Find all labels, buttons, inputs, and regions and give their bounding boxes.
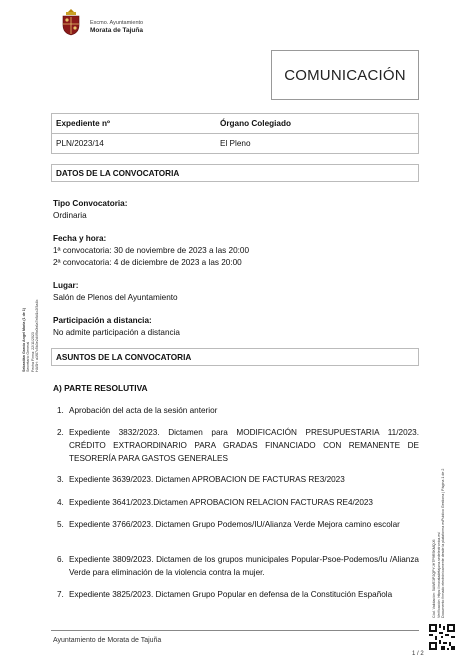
side-signature-line: HASH: a1f87c5b3e2d4f9c0b6a7e8d1c2f3a4b bbox=[35, 300, 40, 373]
expediente-table bbox=[51, 113, 419, 154]
list-item bbox=[57, 553, 419, 579]
table-row bbox=[52, 134, 418, 153]
item-number: 4. bbox=[57, 498, 64, 507]
expediente-header: Expediente nº bbox=[56, 119, 110, 128]
parte-resolutiva-heading: A) PARTE RESOLUTIVA bbox=[53, 383, 148, 393]
item-text: Expediente 3825/2023. Dictamen Grupo Popular en defensa de la Constitución Española bbox=[69, 590, 393, 599]
page-number: 1 / 2 bbox=[412, 651, 424, 657]
organo-value: El Pleno bbox=[220, 139, 251, 148]
list-item bbox=[57, 588, 419, 601]
list-item bbox=[57, 426, 419, 465]
item-number: 2. bbox=[57, 428, 64, 437]
fecha-line-2: 2ª convocatoria: 4 de diciembre de 2023 a las 20:00 bbox=[53, 258, 242, 267]
item-text: Expediente 3809/2023. Dictamen de los grupos municipales Popular-Psoe-Podemos/Iu /Alianza Verde para eliminación de la violencia contra la mujer. bbox=[69, 555, 419, 577]
footer-organization: Ayuntamiento de Morata de Tajuña bbox=[53, 637, 162, 644]
org-superscript: Excmo. Ayuntamiento bbox=[90, 20, 144, 26]
document-title-text: COMUNICACIÓN bbox=[284, 66, 406, 84]
participacion-value: No admite participación a distancia bbox=[53, 328, 180, 337]
side-verification-stamp bbox=[432, 418, 462, 618]
list-item bbox=[57, 473, 419, 486]
side-signature-stamp bbox=[22, 90, 40, 373]
item-number: 6. bbox=[57, 555, 64, 564]
item-text: Expediente 3832/2023. Dictamen para MODIFICACIÓN PRESUPUESTARIA 11/2023. CRÉDITO EXTRAORDINARIO PARA GRADAS FINANCIADO CON REMANENTE DE TESORERÍA PARA GASTOS GENERALES bbox=[69, 428, 419, 463]
organo-header: Órgano Colegiado bbox=[220, 119, 291, 128]
side-signature-line: Sebastián García Angel Maria (1 de 1) bbox=[22, 308, 26, 373]
list-item bbox=[57, 518, 419, 531]
qr-code-icon bbox=[429, 624, 455, 650]
section-datos-convocatoria: DATOS DE LA CONVOCATORIA bbox=[51, 164, 419, 182]
list-item bbox=[57, 496, 419, 509]
list-item bbox=[57, 404, 419, 417]
item-text: Expediente 3641/2023.Dictamen APROBACION RELACION FACTURAS RE4/2023 bbox=[69, 498, 373, 507]
side-signature-line: Fecha Firma: 22/11/2023 bbox=[30, 332, 35, 373]
item-number: 3. bbox=[57, 475, 64, 484]
expediente-value: PLN/2023/14 bbox=[56, 139, 104, 148]
section-asuntos-convocatoria: ASUNTOS DE LA CONVOCATORIA bbox=[51, 348, 419, 366]
lugar-label: Lugar: bbox=[53, 281, 79, 290]
item-text: Aprobación del acta de la sesión anterior bbox=[69, 406, 218, 415]
tipo-value: Ordinaria bbox=[53, 211, 87, 220]
tipo-label: Tipo Convocatoria: bbox=[53, 199, 128, 208]
item-number: 5. bbox=[57, 520, 64, 529]
item-text: Expediente 3766/2023. Dictamen Grupo Podemos/IU/Alianza Verde Mejora camino escolar bbox=[69, 520, 400, 529]
participacion-label: Participación a distancia: bbox=[53, 316, 152, 325]
lugar-value: Salón de Plenos del Ayuntamiento bbox=[53, 293, 178, 302]
coat-of-arms-icon bbox=[60, 8, 82, 36]
footer-divider bbox=[51, 630, 419, 631]
item-number: 7. bbox=[57, 590, 64, 599]
org-name: Morata de Tajuña bbox=[90, 27, 143, 34]
verification-line: Cód. Validación: 5AWE3P2QPYJHTP9R5KMQJ6 bbox=[432, 539, 436, 618]
item-number: 1. bbox=[57, 406, 64, 415]
fecha-label: Fecha y hora: bbox=[53, 234, 107, 243]
fecha-line-1: 1ª convocatoria: 30 de noviembre de 2023 a las 20:00 bbox=[53, 246, 250, 255]
document-title bbox=[271, 50, 419, 100]
table-header-row bbox=[52, 114, 418, 134]
item-text: Expediente 3639/2023. Dictamen APROBACION DE FACTURAS RE3/2023 bbox=[69, 475, 345, 484]
verification-line: Verificación: https://moratadetajuna.sedelectronica.es/ bbox=[436, 531, 441, 618]
side-signature-line: Secretario General bbox=[26, 342, 31, 373]
verification-line: Documento firmado electrónicamente desde la plataforma esPublico Gestiona | Página 1 de 2 bbox=[441, 468, 446, 618]
